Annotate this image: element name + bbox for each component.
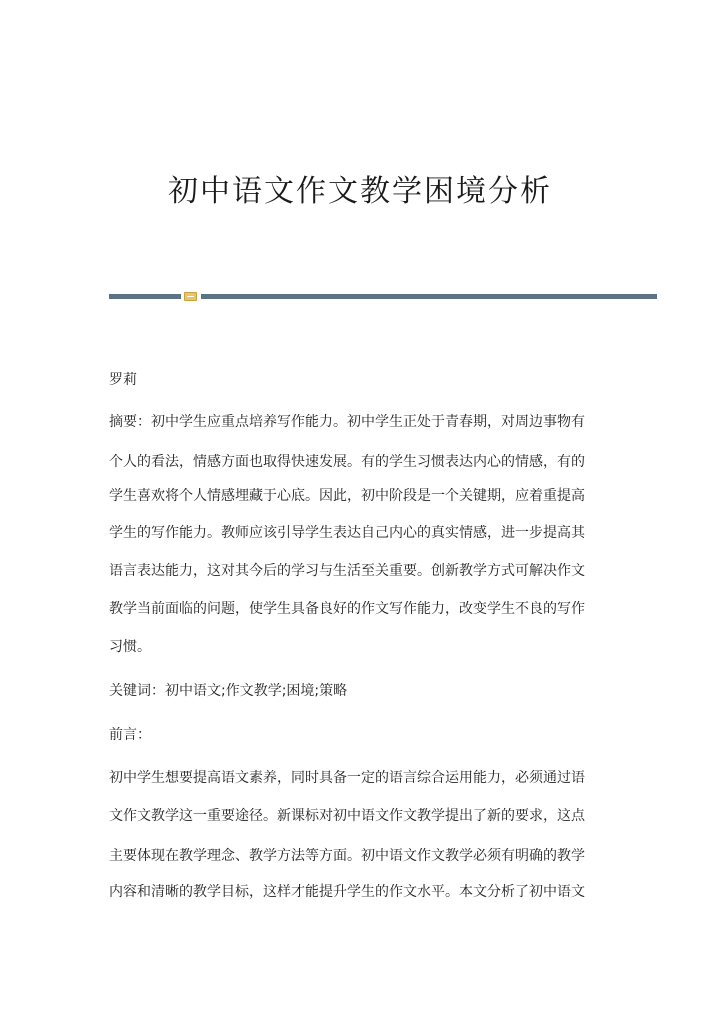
preface-line: 文作文教学这一重要途径。新课标对初中语文作文教学提出了新的要求，这点 (109, 808, 585, 824)
abstract-line: 语言表达能力，这对其今后的学习与生活至关重要。创新教学方式可解决作文 (109, 563, 585, 579)
preface-line: 初中学生想要提高语文素养，同时具备一定的语言综合运用能力，必须通过语 (109, 770, 585, 786)
abstract-line: 学生喜欢将个人情感埋藏于心底。因此，初中阶段是一个关键期，应着重提高 (109, 488, 585, 504)
book-icon (184, 292, 197, 301)
author-name: 罗莉 (109, 372, 137, 388)
abstract-line: 个人的看法，情感方面也取得快速发展。有的学生习惯表达内心的情感，有的 (109, 454, 585, 470)
divider-bar-left (109, 294, 181, 299)
document-title: 初中语文作文教学困境分析 (168, 174, 552, 209)
preface-line: 内容和清晰的教学目标，这样才能提升学生的作文水平。本文分析了初中语文 (109, 884, 585, 900)
title-divider (109, 292, 657, 300)
preface-line: 主要体现在教学理念、教学方法等方面。初中语文作文教学必须有明确的教学 (109, 848, 585, 864)
preface-heading: 前言： (109, 727, 151, 743)
abstract-line: 学生的写作能力。教师应该引导学生表达自己内心的真实情感，进一步提高其 (109, 525, 585, 541)
abstract-line: 习惯。 (109, 639, 151, 655)
divider-bar-right (201, 294, 657, 299)
abstract-line: 摘要：初中学生应重点培养写作能力。初中学生正处于青春期，对周边事物有 (109, 414, 585, 430)
abstract-line: 教学当前面临的问题，使学生具备良好的作文写作能力，改变学生不良的写作 (109, 601, 585, 617)
keywords: 关键词：初中语文;作文教学;困境;策略 (109, 683, 348, 699)
